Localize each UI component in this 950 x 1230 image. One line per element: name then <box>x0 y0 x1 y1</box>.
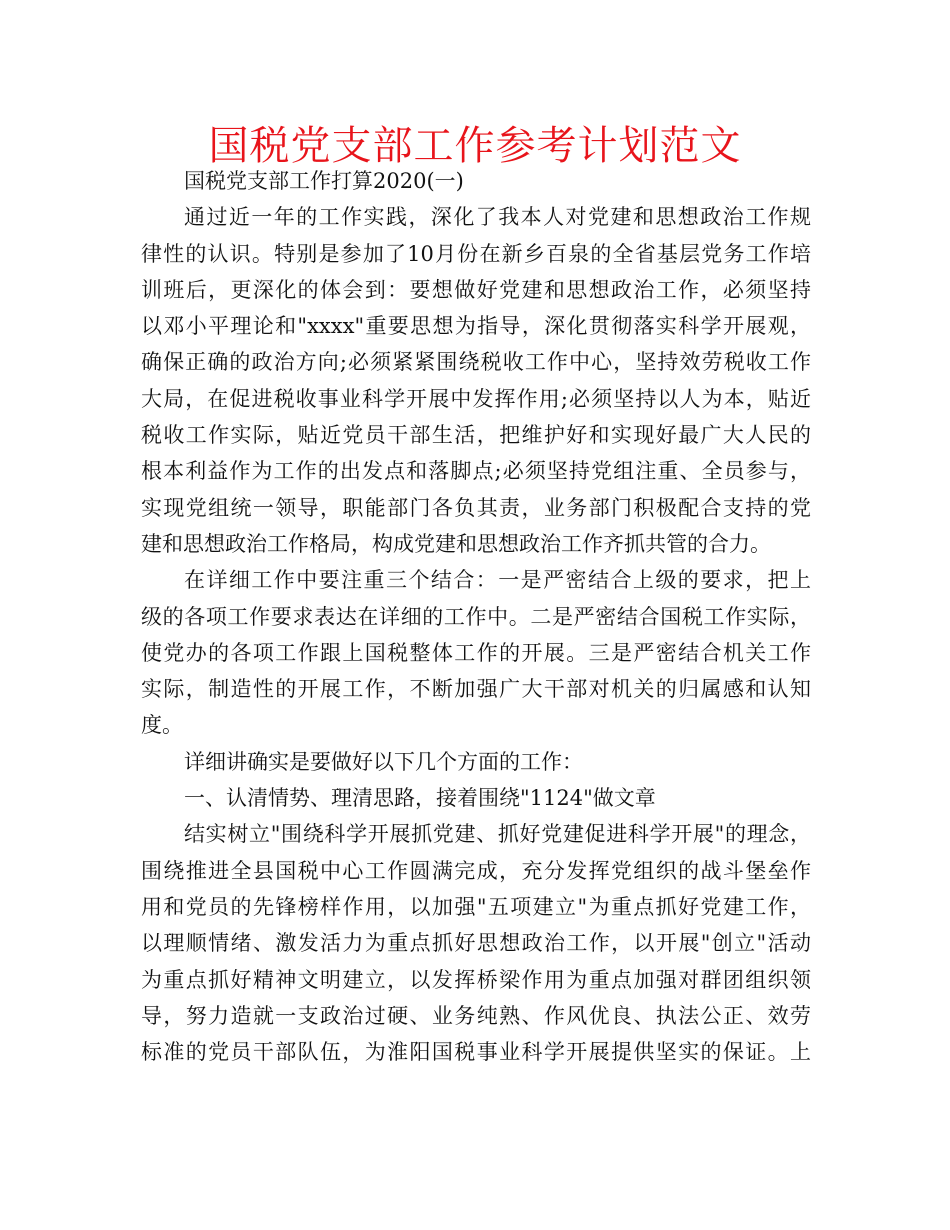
paragraph-line: 通过近一年的工作实践，深化了我本人对党建和思想政治工作规 <box>184 205 811 230</box>
paragraph-line: 律性的认识。特别是参加了10月份在新乡百泉的全省基层党务工作培 <box>141 241 811 266</box>
paragraph-line: 结实树立"围绕科学开展抓党建、抓好党建促进科学开展"的理念， <box>184 822 811 847</box>
paragraph-line: 详细讲确实是要做好以下几个方面的工作： <box>184 749 583 774</box>
paragraph-line: 围绕推进全县国税中心工作圆满完成，充分发挥党组织的战斗堡垒作 <box>141 858 811 883</box>
paragraph-line: 建和思想政治工作格局，构成党建和思想政治工作齐抓共管的合力。 <box>141 531 771 556</box>
paragraph-line: 导，努力造就一支政治过硬、业务纯熟、作风优良、执法公正、效劳 <box>141 1003 811 1028</box>
paragraph-line: 确保正确的政治方向;必须紧紧围绕税收工作中心，坚持效劳税收工作 <box>141 350 811 375</box>
paragraph-line: 为重点抓好精神文明建立，以发挥桥梁作用为重点加强对群团组织领 <box>141 967 811 992</box>
paragraph-line: 级的各项工作要求表达在详细的工作中。二是严密结合国税工作实际， <box>141 604 811 629</box>
paragraph-line: 以邓小平理论和"xxxx"重要思想为指导，深化贯彻落实科学开展观， <box>141 314 811 339</box>
paragraph-line: 实现党组统一领导，职能部门各负其责，业务部门积极配合支持的党 <box>141 495 811 520</box>
section-heading: 国税党支部工作打算2020(一) <box>184 169 464 193</box>
paragraph-line: 用和党员的先锋榜样作用，以加强"五项建立"为重点抓好党建工作， <box>141 894 811 919</box>
paragraph-line: 税收工作实际，贴近党员干部生活，把维护好和实现好最广大人民的 <box>141 423 811 448</box>
document-title: 国税党支部工作参考计划范文 <box>208 123 742 169</box>
document-body <box>141 163 811 1070</box>
paragraph-line: 训班后，更深化的体会到：要想做好党建和思想政治工作，必须坚持 <box>141 277 811 302</box>
paragraph-line: 度。 <box>141 713 183 738</box>
paragraph-line: 标准的党员干部队伍，为淮阳国税事业科学开展提供坚实的保证。上 <box>141 1040 811 1065</box>
paragraph-line: 大局，在促进税收事业科学开展中发挥作用;必须坚持以人为本，贴近 <box>141 386 811 411</box>
paragraph-line: 使党办的各项工作跟上国税整体工作的开展。三是严密结合机关工作 <box>141 640 811 665</box>
paragraph-line: 实际，制造性的开展工作，不断加强广大干部对机关的归属感和认知 <box>141 677 811 702</box>
paragraph-line: 在详细工作中要注重三个结合：一是严密结合上级的要求，把上 <box>184 568 811 593</box>
section-heading: 一、认清情势、理清思路，接着围绕"1124"做文章 <box>184 786 656 811</box>
paragraph-line: 根本利益作为工作的出发点和落脚点;必须坚持党组注重、全员参与， <box>141 459 811 484</box>
paragraph-line: 以理顺情绪、激发活力为重点抓好思想政治工作，以开展"创立"活动 <box>141 931 811 956</box>
